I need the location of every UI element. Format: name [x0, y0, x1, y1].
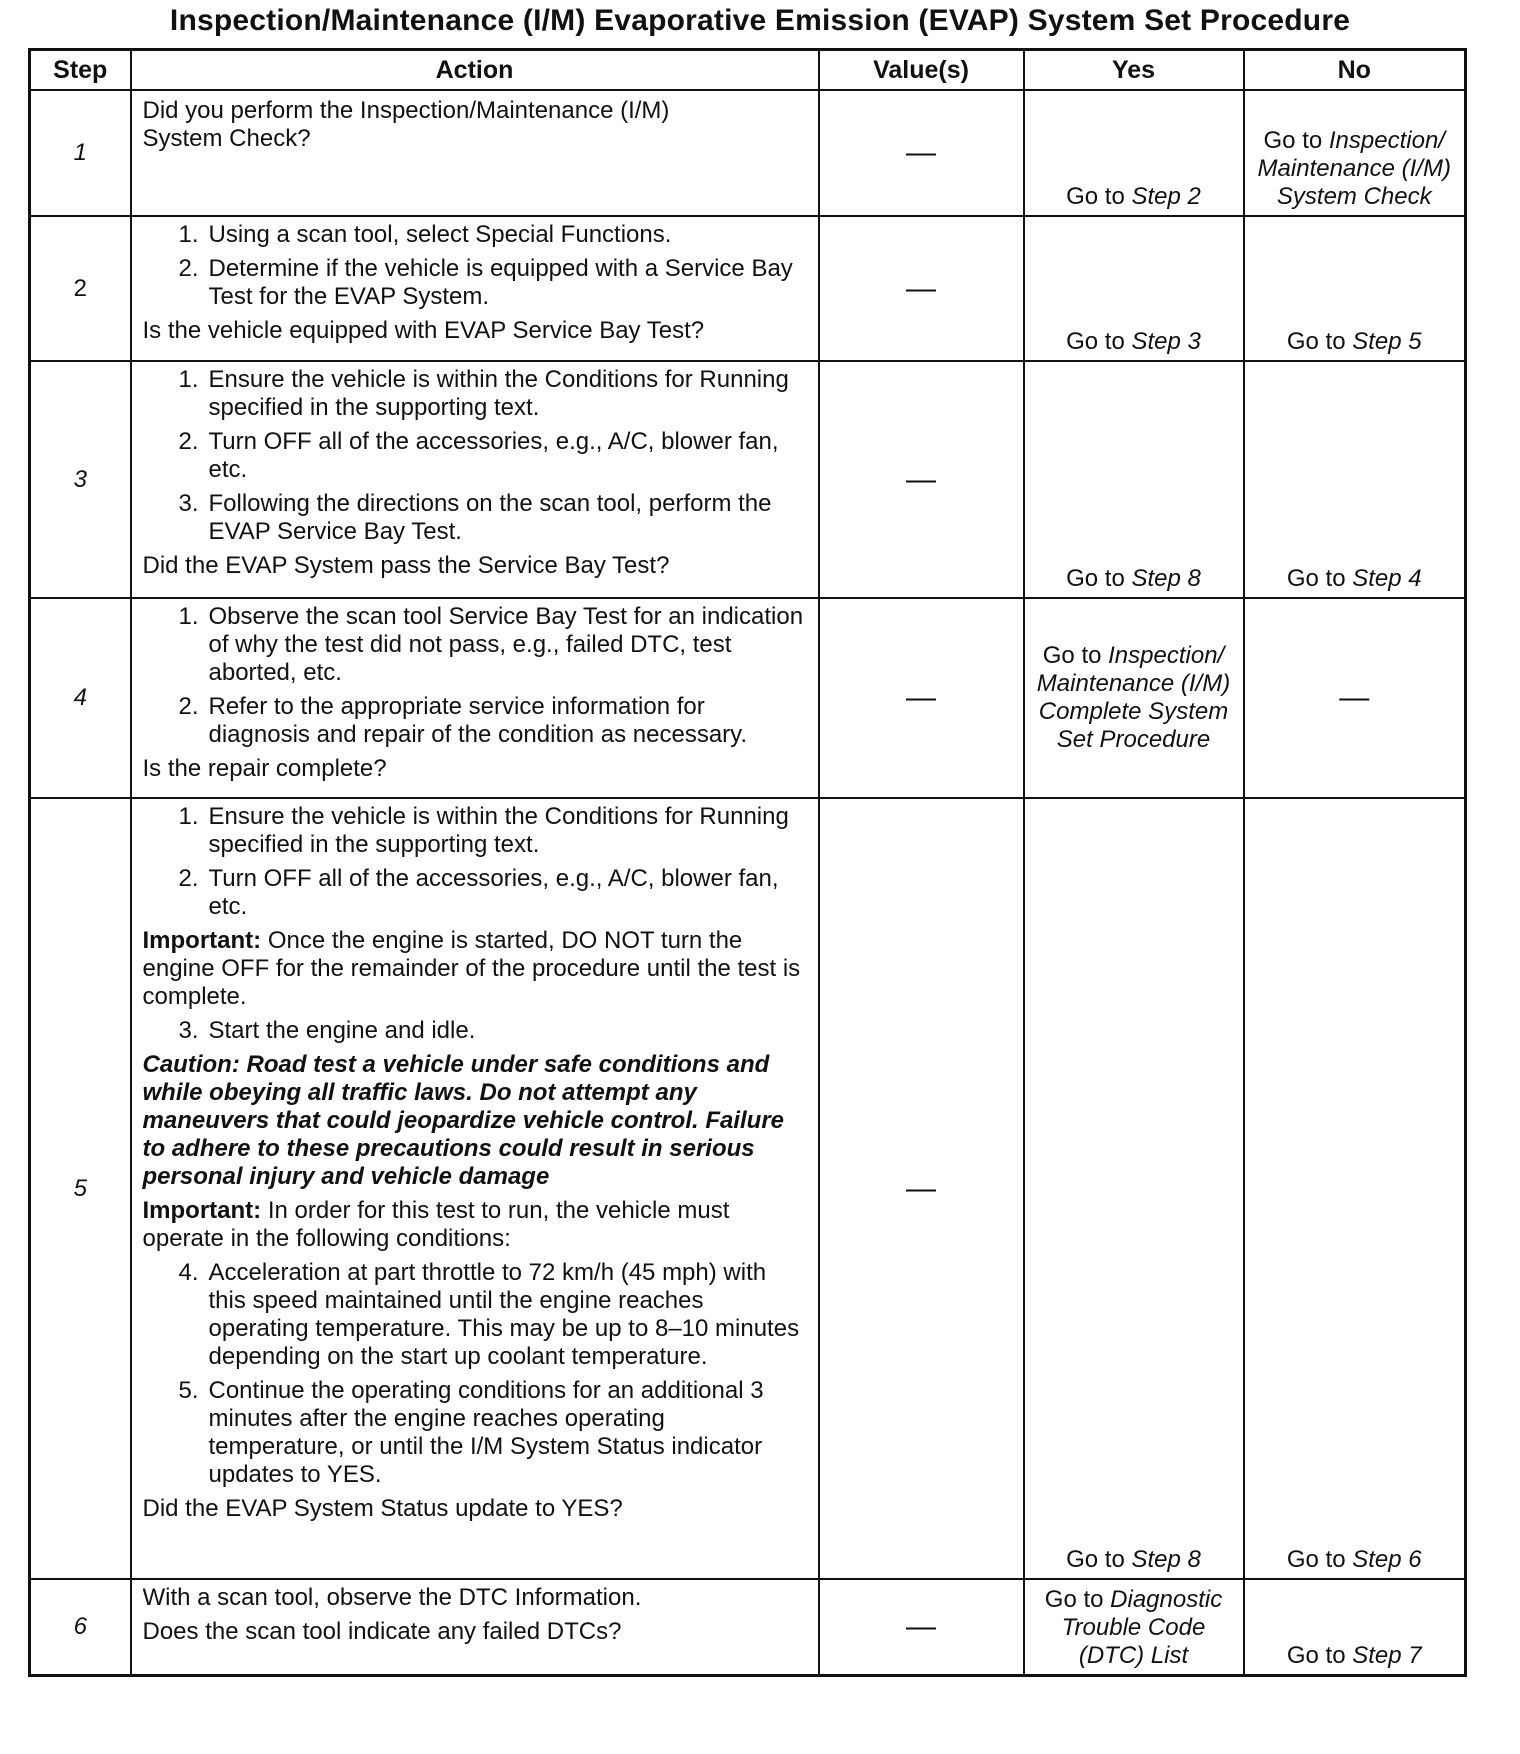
step-question: Did the EVAP System Status update to YES? — [142, 1495, 623, 1522]
value-cell: — — [819, 798, 1024, 1579]
header-yes: Yes — [1024, 50, 1244, 91]
step-number: 4 — [30, 598, 131, 798]
header-values: Value(s) — [819, 50, 1024, 91]
list-item: 2. Refer to the appropriate service information for diagnosis and repair of the condition as necessary. — [178, 693, 748, 748]
list-item: 3. Start the engine and idle. — [178, 1017, 476, 1044]
table-row — [30, 798, 1466, 1579]
list-item: 1. Observe the scan tool Service Bay Test for an indication of why the test did not pass, e.g., failed DTC, test aborted, etc. — [178, 603, 804, 686]
action-cell — [131, 598, 819, 798]
go-to-text: Go to — [1066, 1546, 1125, 1573]
value-cell: — — [819, 361, 1024, 598]
go-to-text: Go to — [1066, 565, 1125, 592]
yes-cell — [1024, 598, 1244, 798]
list-item: 1. Using a scan tool, select Special Functions. — [178, 221, 672, 248]
step-number: 6 — [30, 1579, 131, 1675]
no-cell — [1244, 1579, 1466, 1675]
action-cell — [131, 361, 819, 598]
yes-link[interactable]: Diagnostic Trouble Code (DTC) List — [1061, 1585, 1223, 1669]
no-link[interactable]: Step 5 — [1352, 328, 1422, 355]
list-item: 1. Ensure the vehicle is within the Conditions for Running specified in the supporting text. — [178, 803, 789, 858]
value-cell: — — [819, 216, 1024, 361]
yes-cell — [1024, 1579, 1244, 1675]
caution-note: Caution: Road test a vehicle under safe conditions and while obeying all traffic laws. Do not attempt any maneuvers that could jeopardize vehicle control. Failure to adhere to these precautions could result in serious personal injury and vehicle damage — [142, 1051, 785, 1190]
no-link[interactable]: Step 6 — [1352, 1546, 1422, 1573]
step-number: 1 — [30, 90, 131, 216]
step-question: Did the EVAP System pass the Service Bay Test? — [142, 552, 670, 579]
no-link[interactable]: Inspection/ Maintenance (I/M) System Check — [1257, 127, 1451, 210]
step-number: 5 — [30, 798, 131, 1579]
step-question: Did you perform the Inspection/Maintenance (I/M) System Check? — [142, 97, 670, 152]
page-title: Inspection/Maintenance (I/M) Evaporative Emission (EVAP) System Set Procedure — [169, 4, 1351, 37]
step-number: 2 — [30, 216, 131, 361]
action-cell — [131, 90, 819, 216]
list-item: 2. Turn OFF all of the accessories, e.g., A/C, blower fan, etc. — [178, 865, 779, 920]
yes-cell — [1024, 90, 1244, 216]
list-item: 4. Acceleration at part throttle to 72 km/h (45 mph) with this speed maintained until the engine reaches operating temperature. This may be up to 8–10 minutes depending on the start up coolant temperature. — [178, 1259, 800, 1370]
go-to-text: Go to — [1066, 328, 1125, 355]
go-to-text: Go to — [1042, 642, 1102, 669]
step-instruction: With a scan tool, observe the DTC Information. — [142, 1584, 642, 1611]
go-to-text: Go to — [1263, 127, 1323, 154]
value-cell: — — [819, 90, 1024, 216]
header-step: Step — [30, 50, 131, 91]
no-cell: — — [1244, 598, 1466, 798]
list-item: 2. Determine if the vehicle is equipped with a Service Bay Test for the EVAP System. — [178, 255, 793, 310]
no-link[interactable]: Step 4 — [1352, 565, 1422, 592]
list-item: 2. Turn OFF all of the accessories, e.g., A/C, blower fan, etc. — [178, 428, 779, 483]
list-item: 3. Following the directions on the scan tool, perform the EVAP Service Bay Test. — [178, 490, 772, 545]
action-cell — [131, 216, 819, 361]
action-cell — [131, 798, 819, 1579]
table-row — [30, 361, 1466, 598]
important-note: Important: In order for this test to run, the vehicle must operate in the following conditions: — [142, 1197, 730, 1252]
go-to-text: Go to — [1286, 1546, 1346, 1573]
no-link[interactable]: Step 7 — [1352, 1641, 1422, 1669]
header-no: No — [1244, 50, 1466, 91]
go-to-text: Go to — [1066, 183, 1125, 210]
yes-link[interactable]: Step 2 — [1131, 183, 1201, 210]
step-question: Is the vehicle equipped with EVAP Service Bay Test? — [142, 317, 705, 344]
action-cell — [131, 1579, 819, 1675]
go-to-text: Go to — [1286, 565, 1346, 592]
yes-link[interactable]: Step 3 — [1131, 328, 1201, 355]
procedure-table — [28, 48, 1467, 1677]
go-to-text: Go to — [1044, 1585, 1104, 1613]
yes-link[interactable]: Inspection/ Maintenance (I/M) Complete System Set Procedure — [1036, 642, 1231, 753]
yes-link[interactable]: Step 8 — [1131, 565, 1201, 592]
yes-cell — [1024, 216, 1244, 361]
table-row — [30, 90, 1466, 216]
value-cell: — — [819, 1579, 1024, 1675]
value-cell: — — [819, 598, 1024, 798]
list-item: 1. Ensure the vehicle is within the Conditions for Running specified in the supporting text. — [178, 366, 789, 421]
table-row — [30, 216, 1466, 361]
table-row — [30, 598, 1466, 798]
step-question: Does the scan tool indicate any failed DTCs? — [142, 1618, 622, 1645]
step-question: Is the repair complete? — [142, 755, 387, 782]
yes-cell — [1024, 361, 1244, 598]
header-row — [30, 50, 1466, 91]
go-to-text: Go to — [1286, 328, 1346, 355]
important-note: Important: Once the engine is started, DO NOT turn the engine OFF for the remainder of the procedure until the test is complete. — [142, 927, 801, 1010]
no-cell — [1244, 216, 1466, 361]
step-number: 3 — [30, 361, 131, 598]
yes-cell — [1024, 798, 1244, 1579]
go-to-text: Go to — [1286, 1641, 1346, 1669]
header-action: Action — [131, 50, 819, 91]
no-cell — [1244, 90, 1466, 216]
no-cell — [1244, 361, 1466, 598]
list-item: 5. Continue the operating conditions for an additional 3 minutes after the engine reaches operating temperature, or until the I/M System Status indicator updates to YES. — [178, 1377, 764, 1488]
table-row — [30, 1579, 1466, 1675]
no-cell — [1244, 798, 1466, 1579]
yes-link[interactable]: Step 8 — [1131, 1546, 1201, 1573]
